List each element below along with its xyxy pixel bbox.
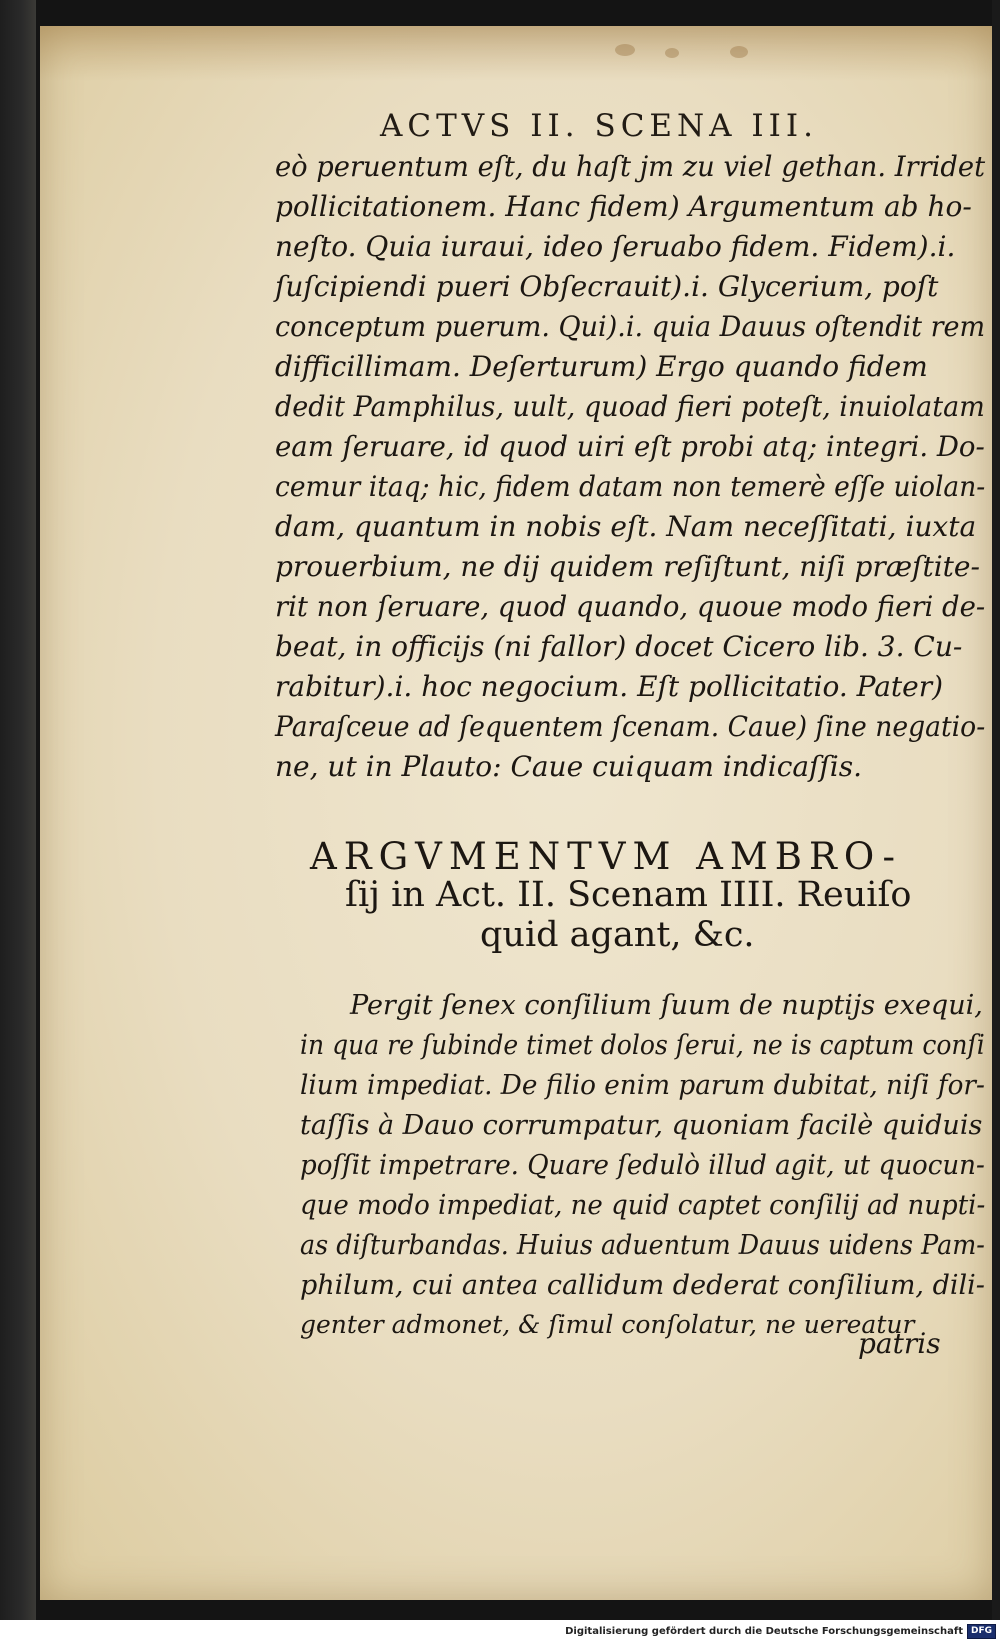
argument-heading-line: quid agant, &c.	[480, 915, 755, 955]
right-edge-strip	[992, 0, 1000, 1620]
commentary-line: dedit Pamphilus, uult, quoad fieri poteſt, inuiolatam	[275, 390, 985, 423]
commentary-line: neſto. Quia iuraui, ideo ſeruabo fidem. Fidem).i.	[275, 230, 956, 263]
commentary-line: rit non ſeruare, quod quando, quoue modo fieri de-	[275, 590, 986, 623]
digitization-footer	[565, 1624, 996, 1639]
funding-credit: Digitalisierung gefördert durch die Deutsche Forschungsgemeinschaft	[565, 1626, 963, 1637]
argument-line: taſſis à Dauo corrumpatur, quoniam facilè quiduis	[300, 1110, 983, 1141]
commentary-line: ne, ut in Plauto: Caue cuiquam indicaſſis.	[275, 750, 863, 783]
paper-stain	[730, 46, 748, 58]
commentary-line: pollicitationem. Hanc fidem) Argumentum ab ho-	[275, 190, 972, 223]
commentary-line: cemur itaq; hic, fidem datam non temerè eſſe uiolan-	[275, 470, 986, 503]
argument-heading-line: ARGVMENTVM AMBRO-	[310, 835, 903, 878]
commentary-line: difficillimam. Deſerturum) Ergo quando fidem	[275, 350, 928, 383]
commentary-line: eò peruentum eſt, du haſt jm zu viel gethan. Irridet	[275, 150, 986, 183]
argument-line: in qua re ſubinde timet dolos ſerui, ne is captum conſi	[300, 1030, 985, 1061]
argument-line: lium impediat. De filio enim parum dubitat, niſi for-	[300, 1070, 985, 1101]
commentary-line: eam ſeruare, id quod uiri eſt probi atq; integri. Do-	[275, 430, 985, 463]
argument-line: genter admonet, & ſimul conſolatur, ne uereatur	[300, 1310, 915, 1339]
commentary-line: conceptum puerum. Qui).i. quia Dauus oſtendit rem	[275, 310, 986, 343]
commentary-line: rabitur).i. hoc negocium. Eſt pollicitatio. Pater)	[275, 670, 944, 703]
commentary-line: prouerbium, ne dij quidem reſiſtunt, niſi præſtite-	[275, 550, 980, 583]
catchword: patris	[858, 1327, 941, 1360]
commentary-line: beat, in officijs (ni fallor) docet Cicero lib. 3. Cu-	[275, 630, 963, 663]
running-head: ACTVS II. SCENA III.	[380, 108, 819, 144]
dfg-logo: DFG	[967, 1624, 996, 1639]
paper-stain	[615, 44, 635, 56]
argument-line: que modo impediat, ne quid captet conſilij ad nupti-	[300, 1190, 986, 1221]
argument-line: as diſturbandas. Huius aduentum Dauus uidens Pam-	[300, 1230, 985, 1261]
book-spine-edge	[0, 0, 36, 1620]
argument-line: poſſit impetrare. Quare ſedulò illud agit, ut quocun-	[300, 1150, 985, 1181]
commentary-line: Paraſceue ad ſequentem ſcenam. Caue) ſine negatio-	[275, 710, 986, 743]
commentary-line: dam, quantum in nobis eſt. Nam neceſſitati, iuxta	[275, 510, 977, 543]
commentary-line: ſuſcipiendi pueri Obſecrauit).i. Glycerium, poſt	[275, 270, 939, 303]
argument-line: philum, cui antea callidum dederat conſilium, dili-	[300, 1270, 985, 1301]
argument-heading-line: ſij in Act. II. Scenam IIII. Reuiſo	[345, 875, 912, 915]
argument-line: Pergit ſenex conſilium ſuum de nuptijs exequi,	[350, 990, 983, 1021]
paper-stain	[665, 48, 679, 58]
